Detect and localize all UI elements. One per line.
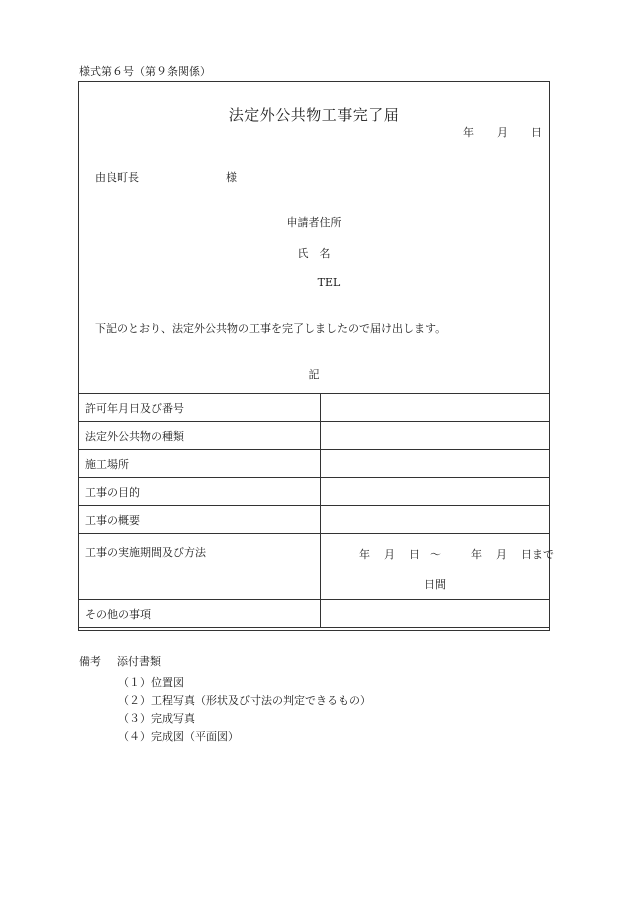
addressee-honorific: 様: [226, 171, 237, 184]
row-value-field[interactable]: [321, 506, 550, 534]
period-end-year: 年: [471, 547, 482, 561]
row-value-field[interactable]: [321, 394, 550, 422]
attachment-item: （４）完成図（平面図）: [118, 730, 239, 743]
remarks-label: 備考: [79, 655, 101, 668]
row-label: その他の事項: [79, 600, 321, 628]
date-year: 年: [463, 126, 474, 139]
table-row: [79, 394, 550, 422]
row-label: 法定外公共物の種類: [79, 422, 321, 450]
period-start-month: 月: [384, 547, 395, 561]
form-frame: [78, 81, 554, 631]
row-label: 工事の概要: [79, 506, 321, 534]
applicant-name-label: 氏 名: [297, 247, 331, 260]
addressee-name: 由良町長: [95, 171, 139, 184]
period-field[interactable]: [321, 534, 554, 600]
row-value-field[interactable]: [321, 478, 550, 506]
row-value-field[interactable]: [321, 450, 550, 478]
form-title: 法定外公共物工事完了届: [228, 106, 400, 124]
period-days: 日間: [424, 577, 446, 591]
table-row: [79, 506, 550, 534]
remarks: [79, 653, 161, 669]
date-month: 月: [497, 126, 508, 139]
date-day: 日: [531, 126, 542, 139]
remarks-attachments-heading: 添付書類: [117, 655, 161, 668]
row-label: 工事の実施期間及び方法: [79, 534, 321, 600]
row-value-field[interactable]: [321, 422, 550, 450]
table-row: [79, 450, 550, 478]
period-end-month: 月: [496, 547, 507, 561]
remarks-heading: [79, 653, 161, 669]
attachment-list: [118, 674, 371, 746]
period-tilde: 〜: [430, 547, 441, 561]
applicant-address-label: 申請者住所: [286, 216, 342, 229]
applicant-tel-label: TEL: [317, 276, 341, 289]
form-number: 様式第６号（第９条関係）: [79, 65, 211, 78]
attachment-item: （３）完成写真: [118, 712, 195, 725]
row-label: 許可年月日及び番号: [79, 394, 321, 422]
row-label: 工事の目的: [79, 478, 321, 506]
attachment-item: （２）工程写真（形状及び寸法の判定できるもの）: [118, 694, 371, 707]
table-row-period: [79, 534, 550, 600]
table-row: [79, 478, 550, 506]
row-value-field[interactable]: [321, 600, 550, 628]
ki-heading: 記: [308, 368, 320, 381]
table-row: [79, 422, 550, 450]
period-start-year: 年: [359, 547, 370, 561]
attachment-item: （１）位置図: [118, 676, 184, 689]
statement: 下記のとおり、法定外公共物の工事を完了しましたので届け出します。: [95, 322, 447, 335]
table-row: [79, 600, 550, 628]
detail-table: [78, 393, 554, 628]
period-start-day: 日: [409, 547, 420, 561]
row-label: 施工場所: [79, 450, 321, 478]
period-range: [327, 546, 554, 562]
period-end-day: 日まで: [521, 547, 554, 561]
